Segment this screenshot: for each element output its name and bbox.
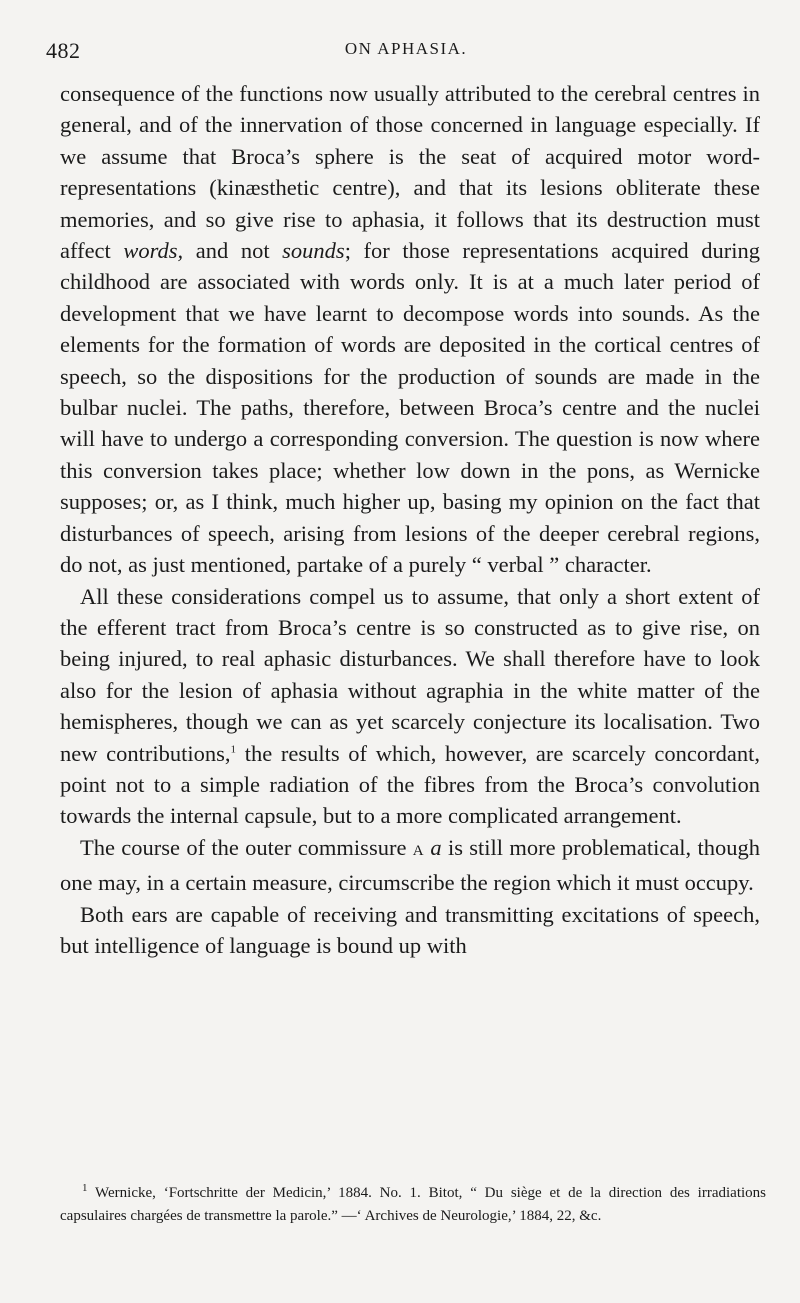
paragraph-1-text-c: ; for those representations acquired during childhood are associated with words only. It is at a much later period of development that we have learnt to decompose words into sounds. As the elements for the formation of words are deposited in the cortical centres of speech, so the dispositions for the production of sounds are made in the bulbar nuclei. The paths, therefore, between Broca’s centre and the nuclei will have to undergo a corresponding conversion. The question is now where this conversion takes place; whether low down in the pons, as Wernicke supposes; or, as I think, much higher up, basing my opinion on the fact that disturbances of speech, arising from lesions of the deeper cerebral regions, do not, as just mentioned, partake of a purely “ verbal ” character. xyxy=(60,238,760,578)
body-text xyxy=(60,78,760,961)
running-title: ON APHASIA. xyxy=(344,39,468,58)
italic-words: words, xyxy=(123,238,184,264)
footnote-1 xyxy=(60,1182,766,1228)
footnote-reference: 1 xyxy=(230,743,237,756)
paragraph-3-text-b: is still more problematical, though one may, in a certain measure, circumscribe the region which it must occupy. xyxy=(60,834,760,896)
paragraph-4: Both ears are capable of receiving and transmitting excitations of speech, but intelligence of language is bound up with xyxy=(60,901,760,958)
footnote-marker: 1 xyxy=(82,1182,88,1194)
paragraph-2 xyxy=(60,581,760,832)
paragraph-1 xyxy=(60,78,760,581)
paragraph-3-text-a: The course of the outer commissure xyxy=(80,834,413,860)
paragraph-1-text-b: and not xyxy=(183,238,283,264)
footnote-text: Wernicke, ‘Fortschritte der Medicin,’ 1884. No. 1. Bitot, “ Du siège et de la direction des irradiations capsulaires chargées de transmettre la parole.” —‘ Archives de Neurologie,’ 1884, 22, &c. xyxy=(60,1185,766,1224)
page-number: 482 xyxy=(46,38,81,63)
italic-sounds: sounds xyxy=(282,238,345,264)
footnotes xyxy=(60,1182,766,1228)
page-header xyxy=(46,38,766,68)
paragraph-1-text-a: consequence of the functions now usually attributed to the cerebral centres in general, and of the innervation of those concerned in language especially. If we assume that Broca’s sphere is the seat of acquired motor word-representations (kinæsthetic centre), and that its lesions obliterate these memories, and so give rise to aphasia, it follows that its destruction must affect xyxy=(60,81,760,264)
paragraph-2-text-b: the results of which, however, are scarcely concordant, point not to a simple radiation of the fibres from the Broca’s convolution towards the internal capsule, but to a more complicated arrangement. xyxy=(60,740,760,829)
commissure-label-lower: a xyxy=(424,834,442,860)
paragraph-3 xyxy=(60,832,760,899)
commissure-label-upper: A xyxy=(412,842,425,859)
paragraph-2-text-a: All these considerations compel us to assume, that only a short extent of the efferent tract from Broca’s centre is so constructed as to give rise, on being injured, to real aphasic disturbances. We shall therefore have to look also for the lesion of aphasia without agraphia in the white matter of the hemispheres, though we can as yet scarcely conjecture its localisation. Two new contributions, xyxy=(60,583,760,766)
